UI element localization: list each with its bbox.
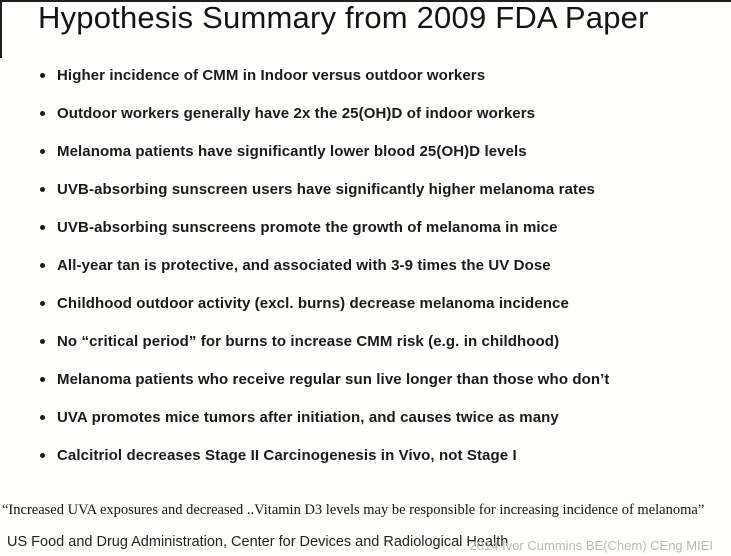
author-credit: 2014 Ivor Cummins BE(Chem) CEng MIEI (469, 538, 713, 553)
list-item (40, 322, 723, 360)
list-item (40, 360, 723, 398)
bullet-text: Calcitriol decreases Stage II Carcinogenesis in Vivo, not Stage I (57, 446, 517, 464)
quote-text: “Increased UVA exposures and decreased ..Vitamin D3 levels may be responsible for increasing incidence of melanoma” (2, 502, 705, 518)
bullet-dot-icon (40, 301, 45, 306)
bullet-dot-icon (40, 225, 45, 230)
bullet-dot-icon (40, 377, 45, 382)
bullet-text: All-year tan is protective, and associated with 3-9 times the UV Dose (57, 256, 551, 274)
list-item (40, 132, 723, 170)
list-item (40, 94, 723, 132)
bullet-dot-icon (40, 187, 45, 192)
bullet-text: UVA promotes mice tumors after initiation, and causes twice as many (57, 408, 559, 426)
bullet-dot-icon (40, 73, 45, 78)
bullet-dot-icon (40, 263, 45, 268)
bullet-dot-icon (40, 453, 45, 458)
bullet-text: No “critical period” for burns to increase CMM risk (e.g. in childhood) (57, 332, 560, 350)
list-item (40, 246, 723, 284)
list-item (40, 398, 723, 436)
bullet-text: Melanoma patients have significantly lower blood 25(OH)D levels (57, 142, 527, 160)
bullet-text: UVB-absorbing sunscreens promote the growth of melanoma in mice (57, 218, 558, 236)
bullet-text: Childhood outdoor activity (excl. burns) decrease melanoma incidence (57, 294, 569, 312)
bullet-text: UVB-absorbing sunscreen users have significantly higher melanoma rates (57, 180, 595, 198)
list-item (40, 436, 723, 474)
bullet-dot-icon (40, 149, 45, 154)
bullet-text: Outdoor workers generally have 2x the 25(OH)D of indoor workers (57, 104, 536, 122)
bullet-dot-icon (40, 415, 45, 420)
bullet-dot-icon (40, 111, 45, 116)
bullet-text: Higher incidence of CMM in Indoor versus outdoor workers (57, 66, 486, 84)
list-item (40, 208, 723, 246)
bullet-text: Melanoma patients who receive regular sun live longer than those who don’t (57, 370, 610, 388)
source-attribution: US Food and Drug Administration, Center for Devices and Radiological Health (7, 534, 509, 550)
bullet-list (40, 56, 723, 474)
list-item (40, 56, 723, 94)
bullet-dot-icon (40, 339, 45, 344)
slide-left-border (0, 0, 2, 58)
list-item (40, 284, 723, 322)
list-item (40, 170, 723, 208)
slide-title: Hypothesis Summary from 2009 FDA Paper (38, 0, 649, 35)
